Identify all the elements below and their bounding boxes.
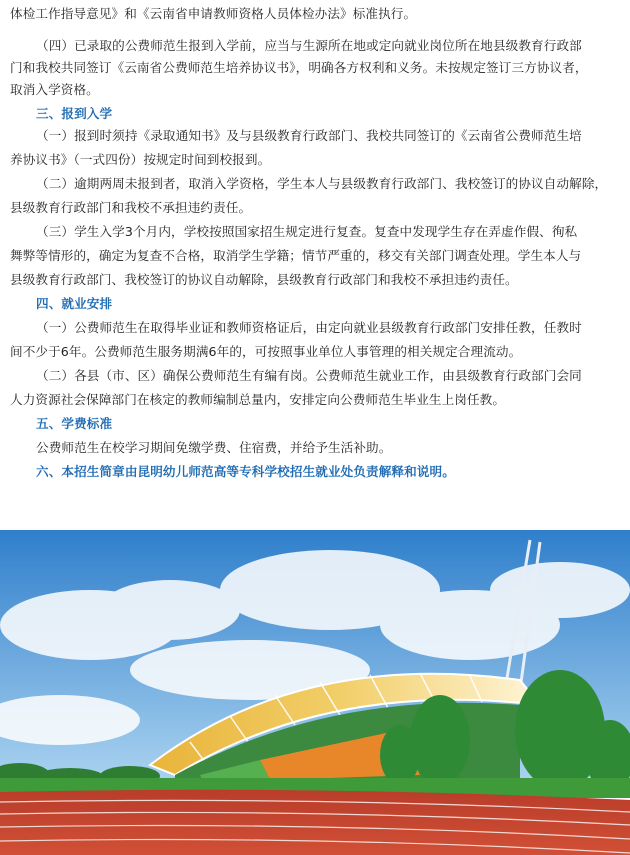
section-heading-registration: 三、报到入学 [36, 106, 113, 121]
text-line: （二）各县（市、区）确保公费师范生有编有岗。公费师范生就业工作，由县级教育行政部门会同 [36, 368, 582, 383]
text-line: 县级教育行政部门和我校不承担违约责任。 [10, 200, 252, 215]
stadium-photo [0, 530, 630, 855]
text-line: 养协议书》（一式四份）按规定时间到校报到。 [10, 152, 271, 167]
section-heading-tuition: 五、学费标准 [36, 416, 113, 431]
text-line: （二）逾期两周未报到者，取消入学资格，学生本人与县级教育行政部门、我校签订的协议自动解除， [36, 176, 608, 191]
running-track [0, 790, 630, 855]
section-heading-employment: 四、就业安排 [36, 296, 113, 311]
text-line: 公费师范生在校学习期间免缴学费、住宿费，并给予生活补助。 [36, 440, 392, 455]
text-line: （一）公费师范生在取得毕业证和教师资格证后，由定向就业县级教育行政部门安排任教，任教时 [36, 320, 582, 335]
text-line: 体检工作指导意见》和《云南省申请教师资格人员体检办法》标准执行。 [10, 6, 417, 21]
text-line: 间不少于6年。公费师范生服务期满6年的，可按照事业单位人事管理的相关规定合理流动。 [10, 344, 522, 359]
text-line: （三）学生入学3个月内，学校按照国家招生规定进行复查。复查中发现学生存在弄虚作假、徇私 [36, 224, 578, 239]
text-line: 县级教育行政部门、我校签订的协议自动解除，县级教育行政部门和我校不承担违约责任。 [10, 272, 518, 287]
section-heading-interpretation: 六、本招生简章由昆明幼儿师范高等专科学校招生就业处负责解释和说明。 [36, 464, 455, 479]
text-line: 取消入学资格。 [10, 82, 99, 97]
text-line: （一）报到时须持《录取通知书》及与县级教育行政部门、我校共同签订的《云南省公费师范生培 [36, 128, 582, 143]
text-line: 门和我校共同签订《云南省公费师范生培养协议书》，明确各方权利和义务。未按规定签订三方协议者， [10, 60, 588, 75]
text-line: 舞弊等情形的，确定为复查不合格，取消学生学籍；情节严重的，移交有关部门调查处理。学生本人与 [10, 248, 582, 263]
text-line: 人力资源社会保障部门在核定的教师编制总量内，安排定向公费师范生毕业生上岗任教。 [10, 392, 506, 407]
text-line: （四）已录取的公费师范生报到入学前，应当与生源所在地或定向就业岗位所在地县级教育行政部 [36, 38, 582, 53]
